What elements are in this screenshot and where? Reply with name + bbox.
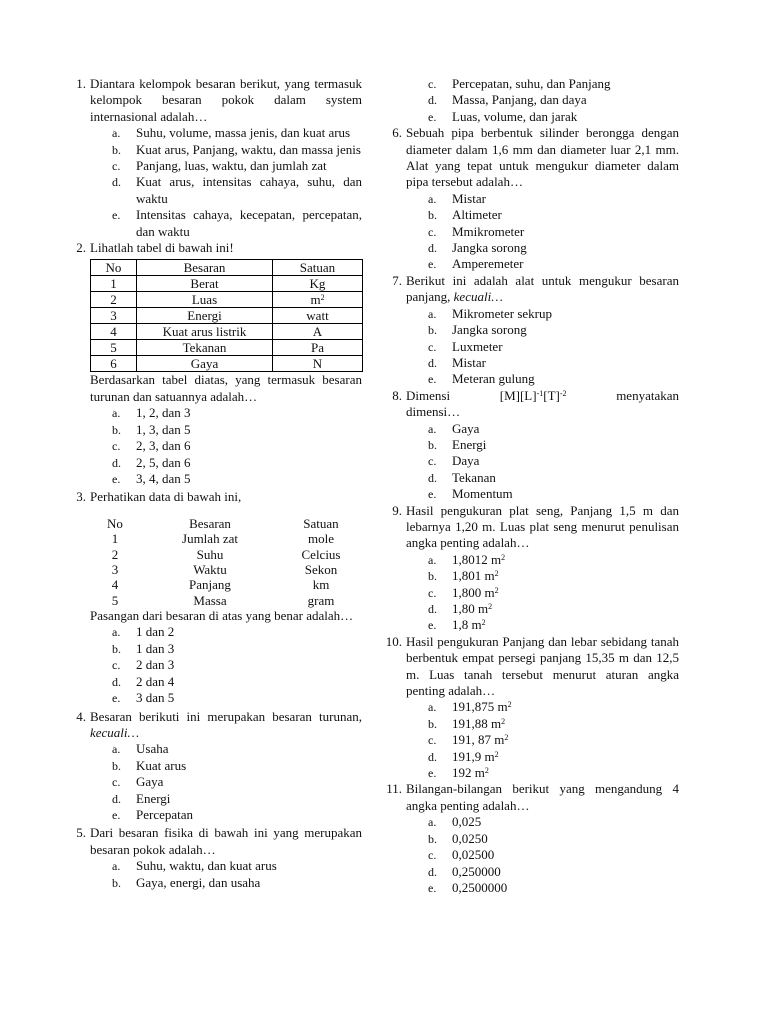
option-text: 2 dan 3 — [136, 657, 175, 673]
question-text: Perhatikan data di bawah ini, — [90, 489, 242, 505]
superscript: 2 — [504, 733, 509, 743]
option-text: 2, 5, dan 6 — [136, 454, 191, 470]
superscript: 2 — [501, 716, 506, 726]
option-a[interactable] — [112, 741, 362, 757]
option-d[interactable] — [112, 674, 362, 690]
question-4 — [64, 709, 362, 824]
option-a[interactable] — [428, 421, 679, 437]
table-cell: Panjang — [189, 577, 231, 593]
superscript: 2 — [488, 602, 493, 611]
option-letter: c. — [112, 159, 121, 174]
table-row — [91, 276, 363, 292]
table-header: Besaran — [189, 515, 231, 531]
option-text: Jangka sorong — [452, 322, 527, 338]
question-8 — [380, 388, 679, 503]
option-text: Momentum — [452, 486, 513, 502]
question-2 — [64, 240, 362, 487]
option-text: Suhu, volume, massa jenis, dan kuat arus — [136, 125, 351, 141]
option-d[interactable] — [428, 864, 679, 880]
option-text: 1 dan 3 — [136, 640, 175, 656]
question-text: Diantara kelompok besaran berikut, yang termasuk kelompok besaran pokok dalam system internasional adalah… — [90, 76, 362, 124]
question-number: 7. — [392, 272, 402, 288]
option-e[interactable] — [112, 807, 362, 823]
options-list — [406, 699, 679, 781]
table-header: Satuan — [303, 515, 339, 531]
option-letter: b. — [112, 142, 121, 157]
option-b[interactable] — [112, 641, 362, 657]
option-b[interactable] — [428, 322, 679, 338]
option-letter: c. — [428, 77, 437, 91]
options-list — [90, 125, 362, 240]
superscript: 2 — [494, 585, 499, 595]
table-cell: 2 — [111, 546, 119, 562]
table-cell: km — [312, 577, 330, 593]
option-letter: a. — [428, 191, 437, 206]
option-c[interactable] — [428, 732, 679, 748]
option-c[interactable] — [112, 774, 362, 790]
question-number: 8. — [392, 387, 402, 403]
option-text: 2, 3, dan 6 — [136, 438, 191, 454]
table-cell: Celcius — [301, 546, 341, 562]
table-row — [90, 577, 362, 592]
table-cell: Berat — [137, 276, 273, 292]
question-number: 6. — [392, 125, 402, 141]
option-d[interactable] — [428, 601, 679, 617]
table-header: Besaran — [137, 260, 273, 276]
option-d[interactable] — [428, 470, 679, 486]
option-text: 0,250000 — [452, 863, 501, 879]
option-c[interactable] — [428, 76, 679, 92]
option-text: 1,80 m — [452, 601, 489, 616]
superscript: 2 — [481, 618, 486, 628]
option-b[interactable] — [112, 422, 362, 438]
option-letter: a. — [428, 421, 437, 436]
table-cell: Massa — [193, 592, 227, 608]
option-letter: b. — [428, 208, 437, 223]
option-letter: e. — [428, 257, 437, 272]
table-cell: Luas — [137, 292, 273, 308]
options-list — [406, 306, 679, 388]
superscript: 2 — [501, 552, 506, 562]
table-cell: 1 — [91, 276, 137, 292]
option-letter: d. — [112, 791, 121, 806]
table-row — [91, 324, 363, 340]
option-text: 191,875 m — [452, 699, 508, 715]
option-text: Energi — [452, 436, 487, 452]
table-cell: 3 — [111, 561, 119, 577]
option-letter: b. — [112, 641, 121, 656]
table-cell: N — [273, 356, 363, 372]
table-cell: A — [273, 324, 363, 340]
dimension-t: [T] — [543, 387, 560, 403]
option-text: Energi — [136, 790, 171, 806]
right-column — [380, 76, 679, 896]
option-text: Gaya, energi, dan usaha — [136, 874, 261, 890]
option-text: Amperemeter — [452, 256, 524, 272]
option-b[interactable] — [428, 207, 679, 223]
option-e[interactable] — [112, 690, 362, 706]
question-text: Pasangan dari besaran di atas yang benar adalah… — [90, 608, 354, 624]
table-header-row — [91, 260, 363, 276]
option-letter: a. — [112, 742, 121, 757]
option-letter: a. — [428, 552, 437, 567]
superscript: 2 — [320, 293, 325, 303]
option-text: Mikrometer sekrup — [452, 305, 553, 321]
option-d[interactable] — [112, 174, 362, 207]
question-11 — [380, 781, 679, 896]
option-e[interactable] — [428, 486, 679, 502]
options-list — [406, 814, 679, 896]
option-d[interactable] — [428, 92, 679, 108]
option-letter: b. — [112, 875, 121, 890]
question-text-italic: kecuali… — [90, 724, 140, 740]
option-letter: e. — [112, 691, 121, 706]
dimension-formula — [500, 388, 567, 403]
option-letter: a. — [428, 815, 437, 830]
option-e[interactable] — [428, 617, 679, 633]
option-text: Suhu, waktu, dan kuat arus — [136, 858, 277, 874]
option-letter: d. — [428, 749, 437, 764]
options-list — [90, 624, 362, 706]
option-letter: c. — [428, 848, 437, 863]
options-list — [406, 421, 679, 503]
option-text: Mistar — [452, 190, 486, 206]
left-column — [64, 76, 362, 891]
option-e[interactable] — [112, 207, 362, 240]
option-letter: e. — [112, 208, 121, 223]
option-text: 1, 3, dan 5 — [136, 421, 191, 437]
option-a[interactable] — [112, 624, 362, 640]
option-text: 3 dan 5 — [136, 690, 175, 706]
options-list — [90, 741, 362, 823]
option-letter: d. — [428, 93, 437, 108]
option-text: Meteran gulung — [452, 371, 535, 387]
question-text: Lihatlah tabel di bawah ini! — [90, 240, 234, 256]
question-text-italic: kecuali… — [453, 289, 503, 305]
table-cell: 1 — [111, 531, 119, 547]
option-a[interactable] — [428, 699, 679, 715]
option-text: 191, 87 m — [452, 732, 505, 748]
option-b[interactable] — [428, 831, 679, 847]
option-a[interactable] — [112, 125, 362, 141]
table-cell: Pa — [273, 340, 363, 356]
option-text: Kuat arus — [136, 757, 187, 773]
option-text: Kuat arus, Panjang, waktu, dan massa jenis — [136, 141, 361, 157]
question-number: 3. — [76, 489, 86, 505]
dimension-ml: [M][L] — [499, 387, 537, 403]
table-cell: gram — [307, 592, 335, 608]
option-e[interactable] — [428, 256, 679, 272]
question-word: menyatakan — [616, 387, 679, 403]
option-text: 1,8012 m — [452, 551, 502, 567]
question-number: 9. — [392, 502, 402, 518]
question-text — [406, 273, 679, 306]
option-text: Kuat arus, intensitas cahaya, suhu, dan waktu — [136, 174, 362, 206]
option-text: Tekanan — [452, 469, 496, 485]
option-b[interactable] — [428, 716, 679, 732]
question-9 — [380, 503, 679, 634]
question-5-continued — [380, 76, 679, 125]
option-text: 3, 4, dan 5 — [136, 470, 191, 486]
option-letter: e. — [428, 880, 437, 895]
option-text: Panjang, luas, waktu, dan jumlah zat — [136, 158, 327, 174]
option-e[interactable] — [428, 880, 679, 896]
option-letter: b. — [428, 569, 437, 584]
option-text: 1,800 m — [452, 584, 495, 600]
option-text: Gaya — [452, 420, 480, 436]
option-letter: b. — [428, 716, 437, 731]
option-letter: a. — [428, 306, 437, 321]
option-letter: e. — [428, 766, 437, 781]
option-letter: d. — [428, 864, 437, 879]
table-cell: 4 — [111, 577, 119, 593]
option-d[interactable] — [112, 455, 362, 471]
option-letter: a. — [112, 859, 121, 874]
option-text: 191,9 m — [452, 748, 495, 764]
table-row — [91, 292, 363, 308]
option-a[interactable] — [428, 191, 679, 207]
unit-text: m — [310, 292, 321, 308]
option-letter: d. — [428, 602, 437, 616]
option-c[interactable] — [428, 585, 679, 601]
table-cell: Gaya — [137, 356, 273, 372]
option-letter: c. — [112, 658, 121, 673]
option-letter: d. — [428, 355, 437, 370]
superscript: 2 — [494, 569, 499, 579]
option-letter: d. — [112, 455, 121, 470]
option-text: Usaha — [136, 741, 169, 757]
option-text: 0,02500 — [452, 847, 495, 863]
question-text-main: Berikut ini adalah alat untuk mengukur besaran panjang, — [406, 272, 679, 305]
option-letter: e. — [428, 109, 437, 124]
options-list — [406, 76, 679, 125]
option-letter: d. — [428, 470, 437, 485]
option-text: Massa, Panjang, dan daya — [452, 92, 587, 108]
table-cell: Jumlah zat — [182, 531, 238, 547]
question-text: Bilangan-bilangan berikut yang mengandung 4 angka penting adalah… — [406, 781, 679, 813]
question-number: 4. — [76, 708, 86, 724]
question-number: 11. — [386, 781, 402, 797]
option-letter: b. — [428, 831, 437, 846]
table-cell: Energi — [137, 308, 273, 324]
option-letter: c. — [112, 775, 121, 790]
question-number: 2. — [76, 240, 86, 256]
table-row — [91, 308, 363, 324]
option-letter: e. — [112, 471, 121, 486]
options-list — [90, 405, 362, 487]
option-text: Daya — [452, 453, 480, 469]
option-letter: c. — [428, 339, 437, 354]
question-text: Hasil pengukuran Panjang dan lebar sebidang tanah berbentuk empat persegi panjang 15,35 m dan 12,5 m. Luas tanah tersebut menurut aturan angka penting adalah… — [406, 633, 679, 699]
option-text: Percepatan, suhu, dan Panjang — [452, 76, 611, 91]
option-text: Mmikrometer — [452, 223, 525, 239]
table-cell — [273, 292, 363, 308]
table-cell: Kg — [273, 276, 363, 292]
option-b[interactable] — [428, 437, 679, 453]
option-text: 1,801 m — [452, 568, 495, 584]
option-a[interactable] — [428, 306, 679, 322]
question-number: 1. — [76, 76, 86, 91]
question-text — [90, 709, 362, 742]
option-text: 2 dan 4 — [136, 673, 175, 689]
question-text — [406, 388, 679, 404]
option-d[interactable] — [428, 749, 679, 765]
option-c[interactable] — [112, 657, 362, 673]
option-d[interactable] — [428, 240, 679, 256]
option-text: Intensitas cahaya, kecepatan, percepatan, dan waktu — [136, 207, 362, 239]
option-text: Luxmeter — [452, 338, 503, 354]
table-cell: 6 — [91, 356, 137, 372]
option-e[interactable] — [428, 371, 679, 387]
question-text: Sebuah pipa berbentuk silinder berongga dengan diameter dalam 1,6 mm dan diameter luar 2,1 mm. Alat yang tepat untuk mengukur diameter dalam pipa tersebut adalah… — [406, 125, 679, 190]
table-row — [90, 562, 362, 577]
option-a[interactable] — [112, 405, 362, 421]
option-letter: e. — [112, 807, 121, 822]
option-c[interactable] — [112, 158, 362, 174]
option-letter: a. — [112, 406, 121, 421]
option-text: Gaya — [136, 774, 164, 790]
option-a[interactable] — [428, 552, 679, 568]
table-cell: 4 — [91, 324, 137, 340]
option-b[interactable] — [112, 875, 362, 891]
option-text: 191,88 m — [452, 715, 502, 731]
option-letter: c. — [428, 224, 437, 239]
question-10 — [380, 634, 679, 782]
option-text: 1, 2, dan 3 — [136, 405, 191, 421]
exponent: -1 — [536, 388, 544, 398]
option-text: Luas, volume, dan jarak — [452, 108, 578, 124]
option-e[interactable] — [428, 765, 679, 781]
exponent: -2 — [559, 388, 567, 398]
option-letter: d. — [112, 674, 121, 689]
option-letter: a. — [428, 700, 437, 715]
option-letter: d. — [428, 241, 437, 256]
table-header: No — [91, 260, 137, 276]
option-b[interactable] — [112, 142, 362, 158]
table-cell: watt — [273, 308, 363, 324]
table-row — [90, 531, 362, 546]
option-text: Jangka sorong — [452, 240, 527, 256]
question-number: 10. — [385, 633, 402, 649]
table-cell: mole — [308, 531, 334, 547]
options-list — [406, 552, 679, 634]
option-text: 0,2500000 — [452, 879, 508, 895]
option-letter: b. — [428, 323, 437, 338]
question-text-line: dimensi… — [406, 404, 461, 420]
table-cell: 5 — [111, 592, 119, 608]
option-text: 0,0250 — [452, 830, 488, 846]
table-cell: 3 — [91, 308, 137, 324]
superscript: 2 — [494, 749, 499, 759]
table-cell: 2 — [91, 292, 137, 308]
table-row — [90, 547, 362, 562]
question-7 — [380, 273, 679, 388]
option-letter: a. — [112, 625, 121, 640]
option-c[interactable] — [428, 847, 679, 863]
question-text-main: Besaran berikuti ini merupakan besaran turunan, — [90, 708, 362, 724]
option-b[interactable] — [428, 568, 679, 584]
question-5 — [64, 825, 362, 891]
question-text: Hasil pengukuran plat seng, Panjang 1,5 m dan lebarnya 1,20 m. Luas plat seng menurut penulisan angka penting adalah… — [406, 502, 679, 551]
option-c[interactable] — [428, 453, 679, 469]
table-header: No — [107, 515, 123, 531]
superscript: 2 — [507, 700, 512, 710]
option-letter: c. — [112, 439, 121, 454]
option-letter: e. — [428, 487, 437, 502]
table-header-row — [90, 516, 362, 531]
option-letter: b. — [428, 437, 437, 452]
option-c[interactable] — [428, 224, 679, 240]
option-letter: c. — [428, 733, 437, 748]
table-row — [91, 356, 363, 372]
table-cell: Waktu — [193, 561, 227, 577]
question-text: Dari besaran fisika di bawah ini yang merupakan besaran pokok adalah… — [90, 825, 362, 857]
table-cell: 5 — [91, 340, 137, 356]
option-letter: a. — [112, 126, 121, 141]
option-a[interactable] — [428, 814, 679, 830]
option-letter: e. — [428, 372, 437, 387]
option-text: 192 m — [452, 765, 485, 781]
option-letter: c. — [428, 454, 437, 469]
option-e[interactable] — [112, 471, 362, 487]
options-list — [406, 191, 679, 273]
question-number: 5. — [76, 825, 86, 841]
question-text: Berdasarkan tabel diatas, yang termasuk besaran turunan dan satuannya adalah… — [90, 372, 362, 404]
option-c[interactable] — [428, 339, 679, 355]
option-d[interactable] — [112, 791, 362, 807]
question-1 — [64, 76, 362, 240]
units-table — [90, 259, 363, 372]
option-letter: b. — [112, 758, 121, 773]
option-text: 1 dan 2 — [136, 624, 175, 640]
option-letter: e. — [428, 618, 437, 633]
question-6 — [380, 125, 679, 273]
data-table — [90, 516, 362, 608]
option-b[interactable] — [112, 758, 362, 774]
option-a[interactable] — [112, 858, 362, 874]
table-cell: Suhu — [196, 546, 224, 562]
option-c[interactable] — [112, 438, 362, 454]
table-row — [90, 593, 362, 608]
option-d[interactable] — [428, 355, 679, 371]
option-letter: b. — [112, 422, 121, 437]
option-text: Altimeter — [452, 207, 502, 223]
table-row — [91, 340, 363, 356]
question-3 — [64, 489, 362, 706]
superscript: 2 — [484, 766, 489, 776]
option-text: 0,025 — [452, 814, 482, 830]
table-header: Satuan — [273, 260, 363, 276]
table-cell: Sekon — [304, 561, 338, 577]
option-letter: c. — [428, 585, 437, 600]
table-cell: Kuat arus listrik — [137, 324, 273, 340]
option-letter: d. — [112, 175, 121, 190]
question-word: Dimensi — [406, 387, 451, 403]
option-text: 1,8 m — [452, 617, 482, 633]
option-text: Percepatan — [136, 806, 194, 822]
options-list — [90, 858, 362, 891]
table-cell: Tekanan — [137, 340, 273, 356]
option-text: Mistar — [452, 354, 486, 370]
option-e[interactable] — [428, 109, 679, 125]
